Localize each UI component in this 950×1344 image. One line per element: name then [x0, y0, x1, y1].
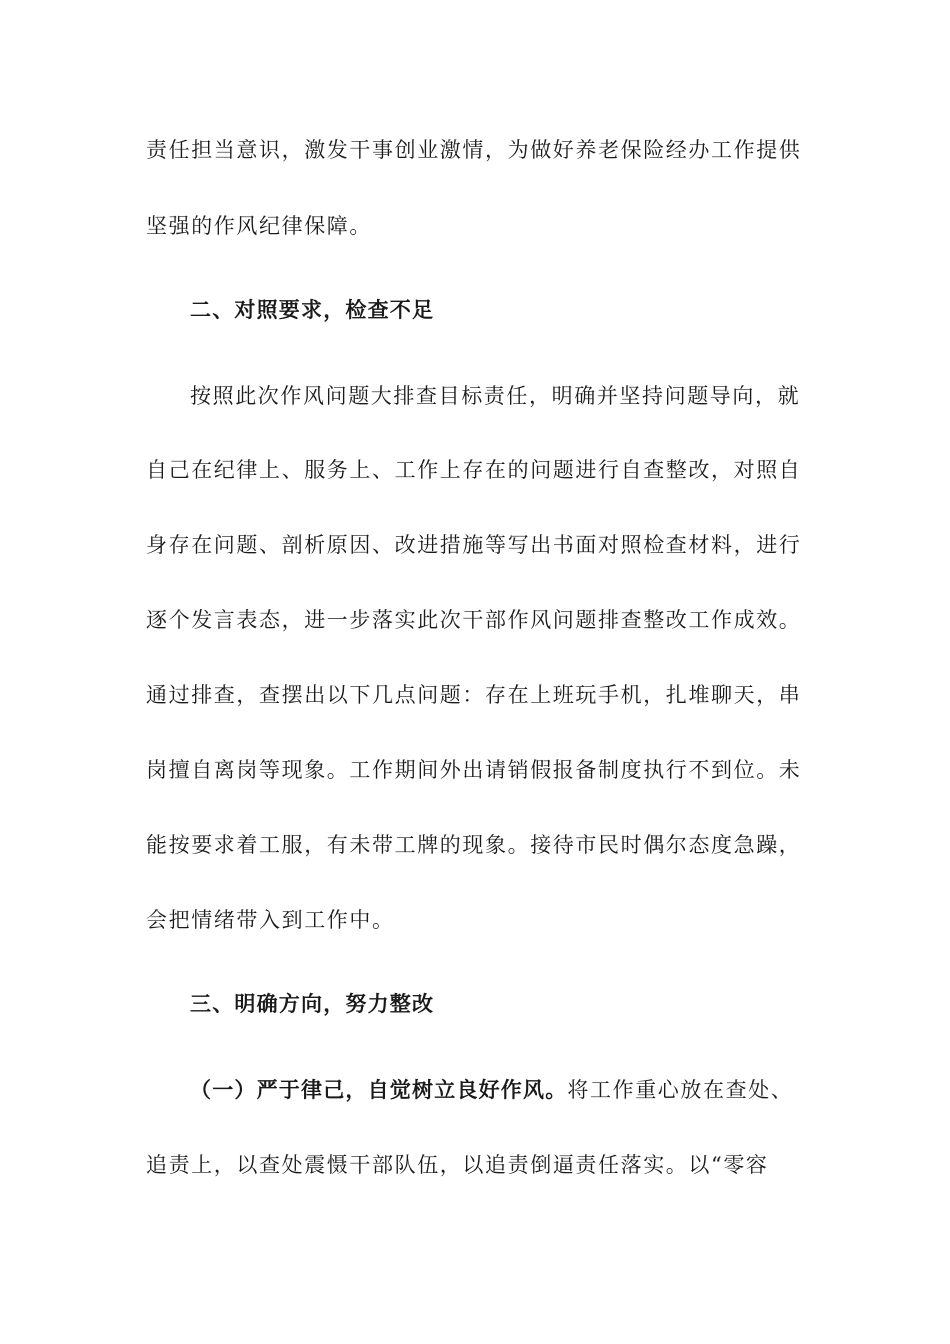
paragraph-line: 身存在问题、剖析原因、改进措施等写出书面对照检查材料，进行: [146, 533, 802, 557]
paragraph-line: 能按要求着工服，有未带工牌的现象。接待市民时偶尔态度急躁，: [146, 833, 802, 857]
section-heading: 二、对照要求，检查不足: [190, 298, 435, 322]
paragraph-line: 坚强的作风纪律保障。: [146, 214, 372, 238]
item-title: （一）严于律己，自觉树立良好作风。: [190, 1078, 568, 1102]
paragraph-line: 通过排查，查摆出以下几点问题：存在上班玩手机，扎堆聊天，串: [146, 683, 802, 707]
paragraph-line: 逐个发言表态，进一步落实此次干部作风问题排查整改工作成效。: [146, 608, 802, 632]
item-text: 将工作重心放在查处、: [567, 1078, 794, 1102]
paragraph-line: 自己在纪律上、服务上、工作上存在的问题进行自查整改，对照自: [146, 458, 802, 482]
paragraph-line: 岗擅自离岗等现象。工作期间外出请销假报备制度执行不到位。未: [146, 758, 802, 782]
paragraph-line: [190, 1076, 806, 1104]
paragraph-line: 追责上，以查处震慑干部队伍，以追责倒逼责任落实。以“零容: [146, 1153, 769, 1177]
section-heading: 三、明确方向，努力整改: [190, 992, 435, 1016]
paragraph-line: 责任担当意识，激发干事创业激情，为做好养老保险经办工作提供: [146, 138, 802, 162]
paragraph-line: 按照此次作风问题大排查目标责任，明确并坚持问题导向，就: [190, 384, 801, 408]
paragraph-line: 会把情绪带入到工作中。: [146, 908, 395, 932]
